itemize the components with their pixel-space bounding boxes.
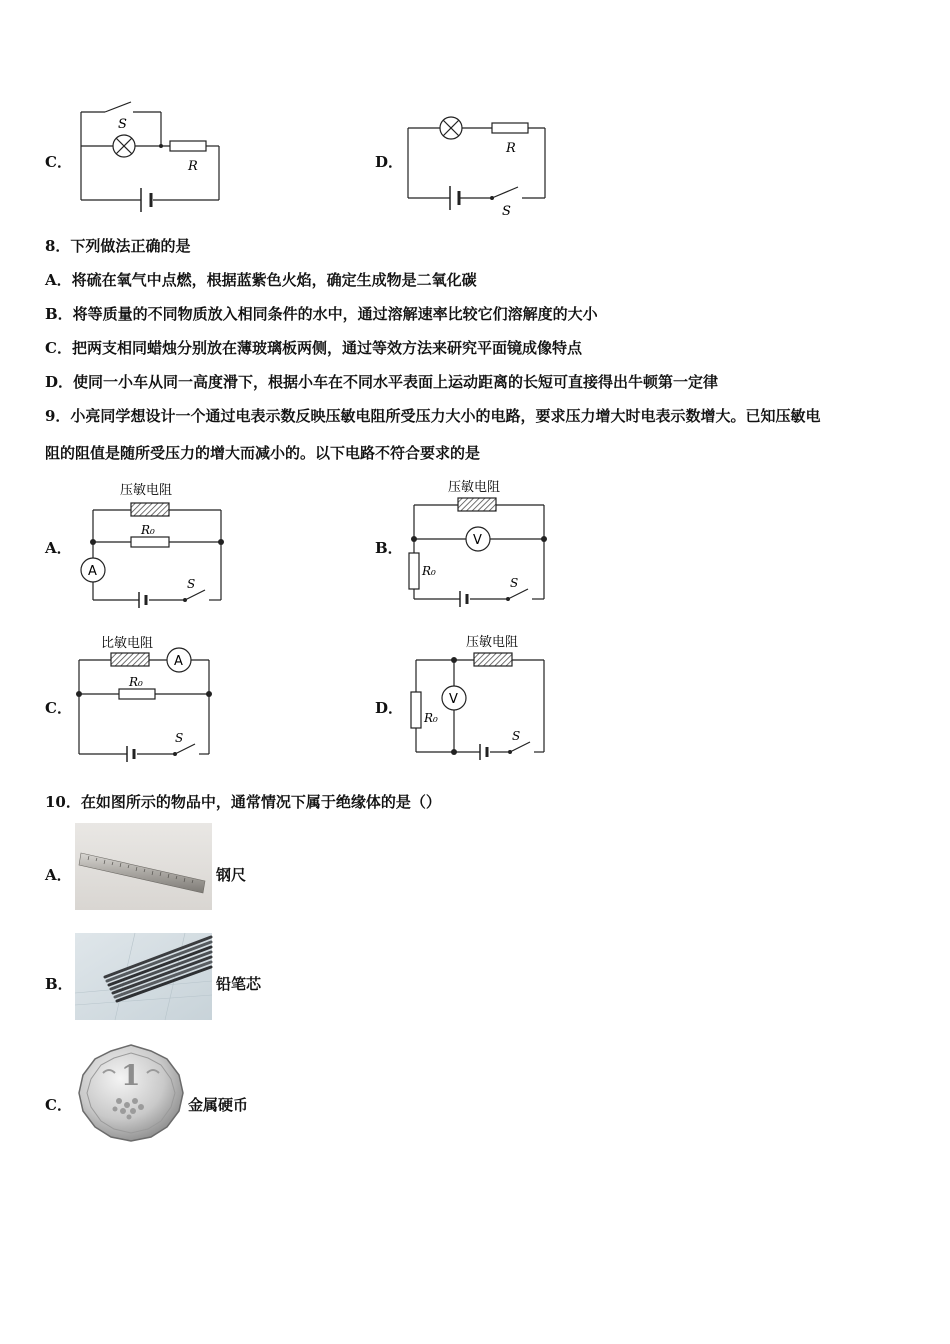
q9-stem-line1: 9．小亮同学想设计一个通过电表示数反映压敏电阻所受压力大小的电路，要求压力增大时电表示数增大。已知压敏电	[45, 407, 821, 425]
q7d-switch-symbol: S	[502, 204, 511, 219]
q10-steel-ruler-photo	[75, 823, 212, 910]
q9-circuit-d	[400, 630, 560, 762]
q9-option-a-label: A．	[45, 539, 72, 557]
q10-stem: 10．在如图所示的物品中，通常情况下属于绝缘体的是（）	[45, 793, 441, 811]
q7-circuit-c	[75, 98, 225, 216]
q9-stem-line2: 阻的阻值是随所受压力的增大而减小的。以下电路不符合要求的是	[45, 444, 481, 462]
q9a-switch-label: S	[187, 577, 196, 591]
q7-option-c-label: C．	[45, 153, 72, 171]
q10-option-c-label: C．	[45, 1096, 72, 1114]
q7c-switch-symbol: S	[118, 117, 127, 132]
q9a-r0-label: R₀	[141, 523, 155, 537]
q7-option-d-label: D．	[375, 153, 404, 171]
q10-pencil-lead-photo	[75, 933, 212, 1020]
q9a-sensor-label: 压敏电阻	[120, 483, 173, 498]
q9d-voltmeter: V	[449, 692, 458, 707]
q9d-r0-label: R₀	[424, 711, 438, 725]
q7-circuit-d	[400, 112, 555, 220]
q10-coin-photo	[75, 1043, 187, 1143]
q8-option-d: D．使同一小车从同一高度滑下，根据小车在不同水平表面上运动距离的长短可直接得出牛顿第一定律	[45, 373, 719, 391]
q10-coin-digit: 1	[121, 1059, 141, 1092]
q9-circuit-a	[75, 478, 235, 608]
q7d-resistor-symbol: R	[506, 141, 516, 156]
q10-option-b-text: 铅笔芯	[216, 975, 262, 993]
q9b-voltmeter: V	[473, 533, 482, 548]
q8-stem: 8．下列做法正确的是	[45, 237, 191, 255]
q10-option-c-text: 金属硬币	[188, 1096, 249, 1114]
q9b-sensor-label: 压敏电阻	[448, 480, 501, 495]
q9d-sensor-label: 压敏电阻	[466, 635, 519, 650]
q9c-r0-label: R₀	[129, 675, 143, 689]
q8-option-a: A．将硫在氧气中点燃，根据蓝紫色火焰，确定生成物是二氧化碳	[45, 271, 477, 289]
q9-circuit-b	[400, 475, 560, 607]
q8-option-c: C．把两支相同蜡烛分别放在薄玻璃板两侧，通过等效方法来研究平面镜成像特点	[45, 339, 582, 357]
q9c-switch-label: S	[175, 731, 184, 745]
q9b-switch-label: S	[510, 576, 519, 590]
q10-option-a-text: 钢尺	[216, 866, 247, 884]
q9-option-c-label: C．	[45, 699, 72, 717]
q9b-r0-label: R₀	[422, 564, 436, 578]
q9-circuit-c	[75, 632, 225, 762]
q9a-ammeter: A	[88, 564, 97, 579]
q7c-resistor-symbol: R	[188, 159, 198, 174]
q9c-ammeter: A	[174, 654, 183, 669]
q9-option-b-label: B．	[375, 539, 403, 557]
q8-option-b: B．将等质量的不同物质放入相同条件的水中，通过溶解速率比较它们溶解度的大小	[45, 305, 598, 323]
q9d-switch-label: S	[512, 729, 521, 743]
q10-option-b-label: B．	[45, 975, 73, 993]
q10-option-a-label: A．	[45, 866, 72, 884]
q9c-sensor-label: 比敏电阻	[101, 636, 154, 651]
q9-option-d-label: D．	[375, 699, 404, 717]
